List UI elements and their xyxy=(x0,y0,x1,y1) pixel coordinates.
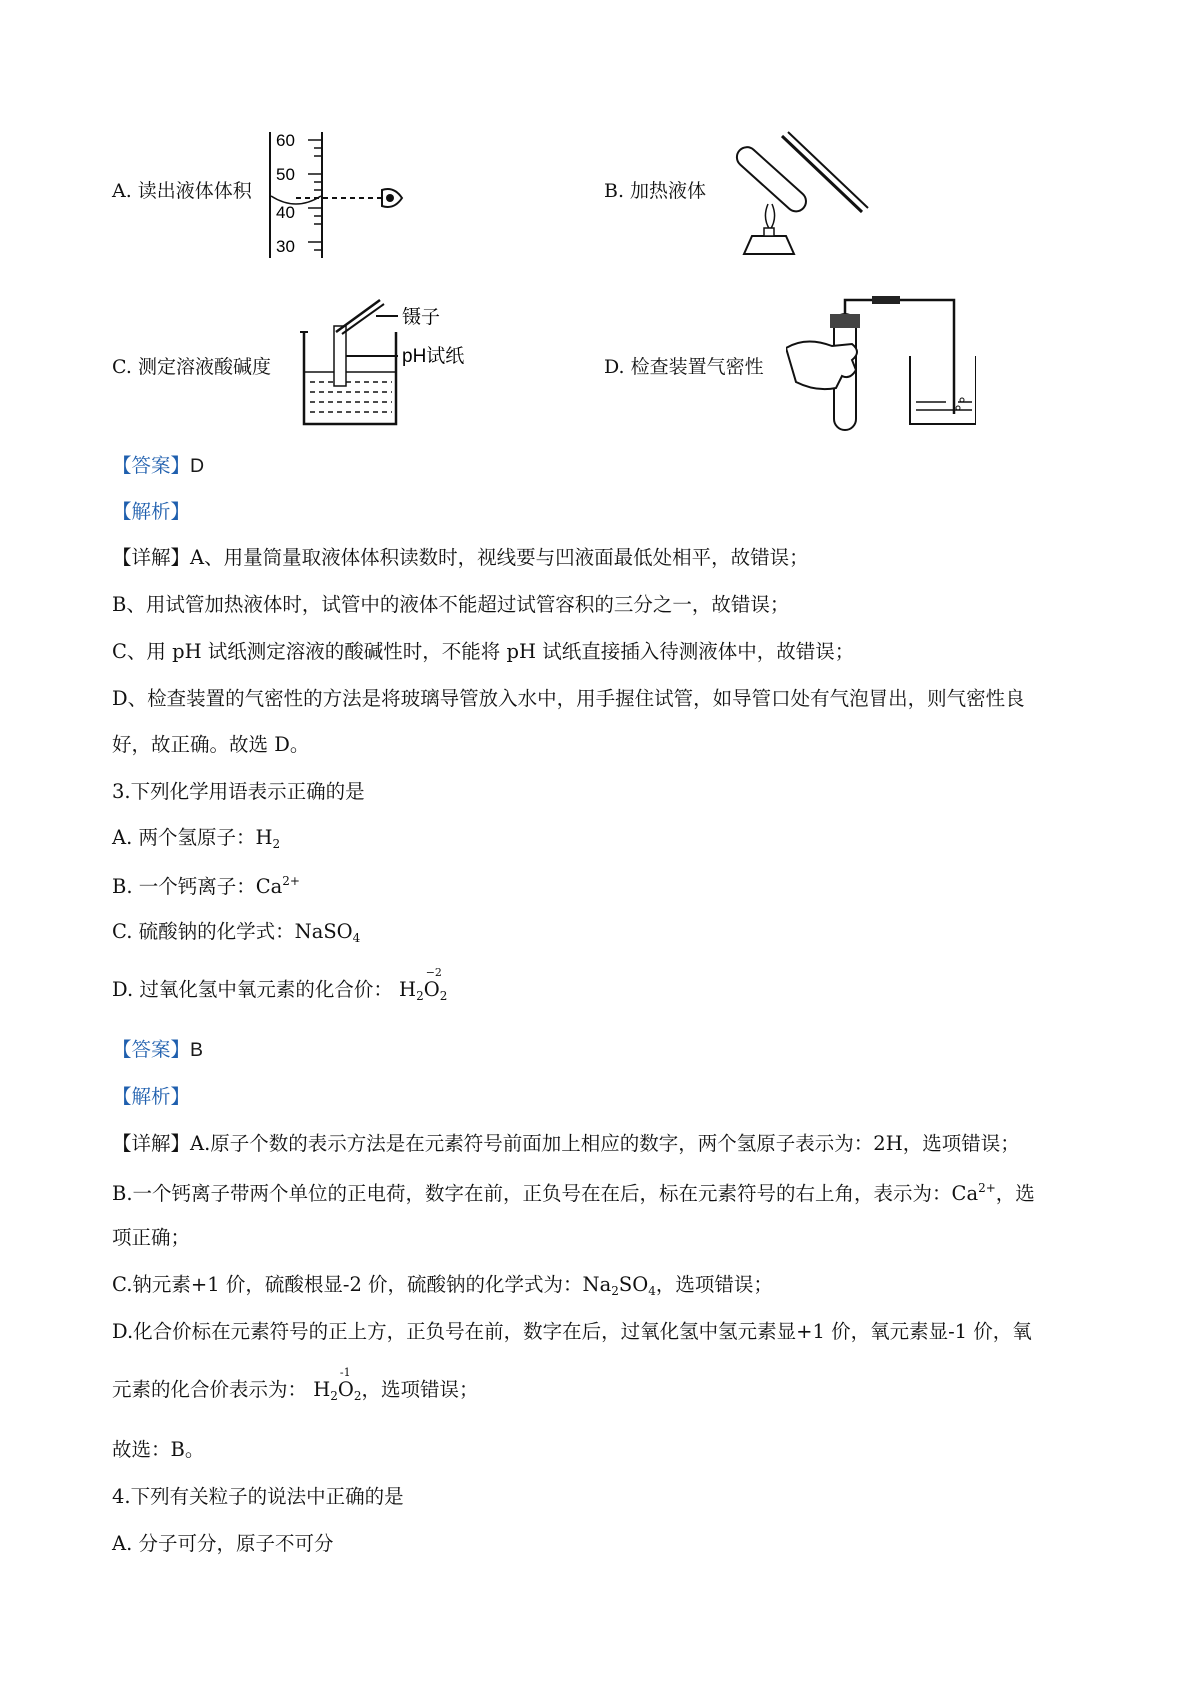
stopper xyxy=(830,314,860,328)
ph-test-figure xyxy=(296,296,488,430)
tweezers-label: 镊子 xyxy=(402,307,441,328)
tweezers xyxy=(336,300,380,332)
q2-detail-d1: D、检查装置的气密性的方法是将玻璃导管放入水中，用手握住试管，如导管口处有气泡冒出，则气密性良 xyxy=(112,687,1025,710)
q3-detail-d2: 元素的化合价表示为： $H_2$ -1 $O_2$，选项错误； xyxy=(112,1366,479,1403)
heating-liquid-figure xyxy=(722,118,872,266)
option-b-label: B. 加热液体 xyxy=(604,180,707,202)
q3-detail-b1: B.一个钙离子带两个单位的正电荷，数字在前，正负号在在后，标在元素符号的右上角，表示为：$Ca^{2+}$，选 xyxy=(112,1181,1035,1205)
q2-answer xyxy=(112,456,204,477)
tick-label-50: 50 xyxy=(276,165,295,184)
q2-detail-b: B、用试管加热液体时，试管中的液体不能超过试管容积的三分之一，故错误； xyxy=(112,593,790,616)
option-a-label: A. 读出液体体积 xyxy=(112,180,252,202)
graduated-cylinder-figure xyxy=(262,128,412,260)
option-c-label: C. 测定溶液酸碱度 xyxy=(112,356,271,378)
q3-option-a: A. 两个氢原子：$H_2$ xyxy=(112,826,281,851)
answer-value: D xyxy=(190,455,205,477)
q3-analysis-label: 【解析】 xyxy=(112,1085,191,1108)
q2-detail-a: 【详解】A、用量筒量取液体体积读数时，视线要与凹液面最低处相平，故错误； xyxy=(112,546,809,569)
q2-detail-c: C、用 pH 试纸测定溶液的酸碱性时，不能将 pH 试纸直接插入待测液体中，故错误； xyxy=(112,640,855,663)
q3-detail-a: 【详解】A.原子个数的表示方法是在元素符号前面加上相应的数字，两个氢原子表示为：2H，选项错误； xyxy=(112,1132,1020,1155)
tick-label-40: 40 xyxy=(276,203,295,222)
q3-option-b: B. 一个钙离子：$Ca^{2+}$ xyxy=(112,874,300,898)
alcohol-lamp xyxy=(744,236,794,254)
airtightness-figure xyxy=(786,296,976,434)
q3-detail-c: C.钠元素+1 价，硫酸根显-2 价，硫酸钠的化学式为：$Na_2SO_4$，选项错误； xyxy=(112,1273,773,1298)
rubber-connector xyxy=(872,296,900,304)
q4-option-a: A. 分子可分，原子不可分 xyxy=(112,1532,334,1555)
q3-stem: 3.下列化学用语表示正确的是 xyxy=(112,780,365,803)
q3-answer: 【答案】B xyxy=(112,1038,204,1061)
oxygen-with-valence: −2 O xyxy=(423,966,442,1001)
tick-label-30: 30 xyxy=(276,237,295,256)
answer-label: 【答案】 xyxy=(112,454,191,477)
ph-paper-label: pH试纸 xyxy=(402,346,465,367)
q3-option-c: C. 硫酸钠的化学式：NaSO$_4$ xyxy=(112,920,361,945)
flame xyxy=(765,204,774,230)
q2-detail-d2: 好，故正确。故选 D。 xyxy=(112,733,310,756)
tick-label-60: 60 xyxy=(276,131,295,150)
q3-conclusion: 故选：B。 xyxy=(112,1438,205,1461)
beaker xyxy=(304,332,396,424)
q3-detail-b2: 项正确； xyxy=(112,1226,191,1249)
delivery-tube xyxy=(845,300,954,414)
ph-paper xyxy=(334,326,346,386)
q4-stem: 4.下列有关粒子的说法中正确的是 xyxy=(112,1485,404,1508)
option-d-label: D. 检查装置气密性 xyxy=(604,356,764,378)
oxygen-with-valence-minus-one: -1 O xyxy=(337,1366,354,1401)
q3-option-d: D. 过氧化氢中氧元素的化合价： $H_2$ −2 $O_2$ xyxy=(112,966,448,1003)
q2-analysis-label: 【解析】 xyxy=(112,500,191,523)
q3-detail-d1: D.化合价标在元素符号的正上方，正负号在前，数字在后，过氧化氢中氢元素显+1 价，氧元素显-1 价，氧 xyxy=(112,1320,1032,1343)
water-beaker xyxy=(910,356,976,424)
